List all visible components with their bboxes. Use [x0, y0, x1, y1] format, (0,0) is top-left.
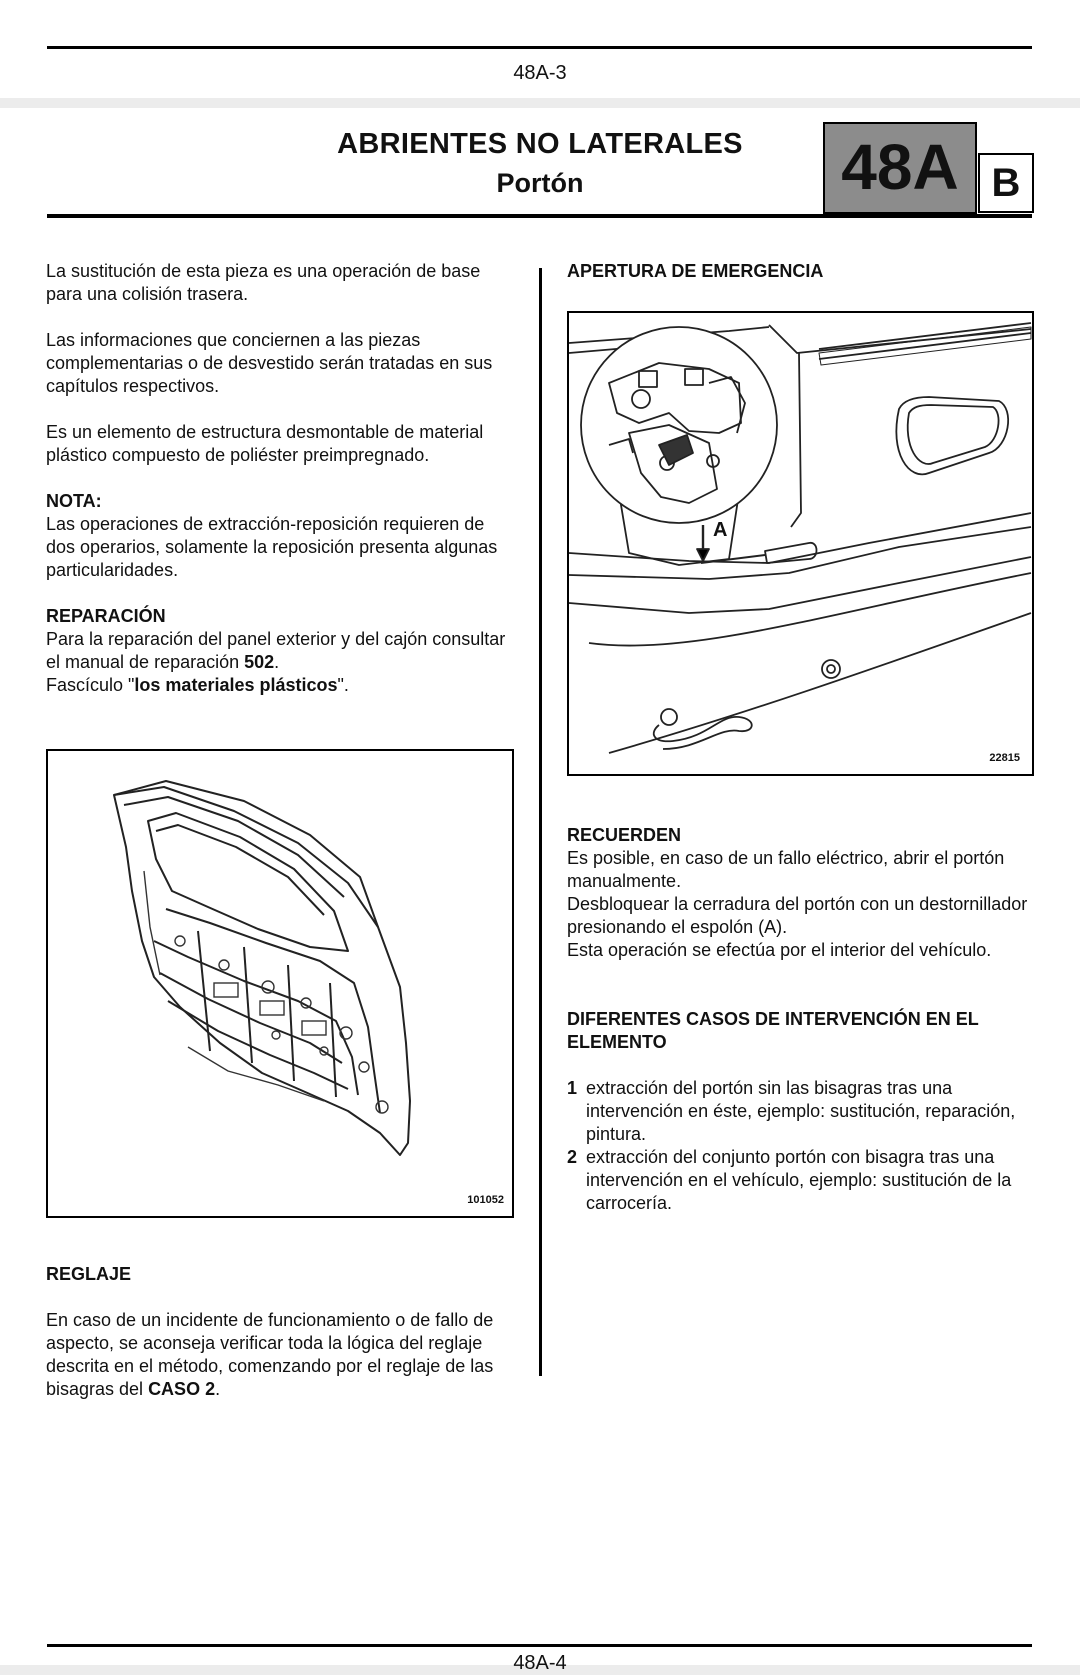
reparacion-heading: REPARACIÓN — [46, 606, 166, 626]
reglaje-section — [46, 1263, 516, 1401]
figure-reference: 22815 — [989, 752, 1020, 764]
nota-heading: NOTA: — [46, 491, 102, 511]
variant-box: B — [978, 153, 1034, 213]
previous-page-footer — [0, 0, 1080, 98]
reglaje-heading: REGLAJE — [46, 1264, 132, 1284]
callout-a: A — [713, 519, 728, 541]
reglaje-case: CASO 2 — [148, 1379, 216, 1399]
recuerden-heading: RECUERDEN — [567, 825, 682, 845]
casos-list — [567, 1077, 1037, 1215]
intro-paragraph-2: Las informaciones que conciernen a las piezas complementarias o de desvestido serán tratadas en sus capítulos respectivos. — [46, 330, 493, 396]
casos-heading: DIFERENTES CASOS DE INTERVENCIÓN EN EL ELEMENTO — [567, 1009, 979, 1052]
recuerden-line-1: Es posible, en caso de un fallo eléctrico, abrir el portón manualmente. — [567, 848, 1005, 891]
tailgate-figure — [46, 749, 514, 1218]
title-rule — [47, 214, 1032, 218]
recuerden-line-3: Esta operación se efectúa por el interior del vehículo. — [567, 940, 992, 960]
figure-reference: 101052 — [467, 1194, 504, 1206]
list-item: 1 extracción del portón sin las bisagras tras una intervención en éste, ejemplo: sustitución, reparación, pintura. — [567, 1078, 1016, 1144]
reparacion-text: Para la reparación del panel exterior y del cajón consultar el manual de reparación 502. — [46, 629, 506, 672]
document-page — [0, 108, 1080, 1674]
fasciculo-name: los materiales plásticos — [134, 675, 338, 695]
apertura-heading: APERTURA DE EMERGENCIA — [567, 261, 824, 281]
emergency-opening-figure — [567, 311, 1034, 776]
right-column-text — [567, 824, 1037, 1215]
intro-paragraph-3: Es un elemento de estructura desmontable de material plástico compuesto de poliéster preimpregnado. — [46, 422, 484, 465]
page-title: ABRIENTES NO LATERALES — [337, 128, 743, 160]
page-subtitle: Portón — [496, 168, 584, 198]
page-number-bottom: 48A-4 — [513, 1652, 567, 1674]
tailgate-drawing — [48, 751, 512, 1216]
intro-paragraph-1: La sustitución de esta pieza es una operación de base para una colisión trasera. — [46, 261, 481, 304]
reglaje-text: En caso de un incidente de funcionamiento o de fallo de aspecto, se aconseja verificar toda la lógica del reglaje descrita en el método, comenzando por el reglaje de las bisagras del CASO 2. — [46, 1310, 494, 1399]
apertura-section — [567, 260, 1037, 283]
page-number-top: 48A-3 — [513, 62, 567, 84]
column-separator — [539, 268, 542, 1376]
manual-number: 502 — [244, 652, 275, 672]
section-code-box: 48A — [823, 122, 977, 214]
fasciculo-text: Fascículo "los materiales plásticos". — [46, 675, 349, 695]
lock-drawing — [569, 313, 1032, 774]
left-column — [46, 260, 516, 697]
recuerden-line-2: Desbloquear la cerradura del portón con un destornillador presionando el espolón (A). — [567, 894, 1028, 937]
footer-rule — [47, 1644, 1032, 1647]
nota-text: Las operaciones de extracción-reposición requieren de dos operarios, solamente la reposición presenta algunas particularidades. — [46, 514, 498, 580]
footer-rule — [47, 46, 1032, 49]
list-item: 2 extracción del conjunto portón con bisagra tras una intervención en el vehículo, ejemplo: sustitución de la carrocería. — [567, 1147, 1012, 1213]
